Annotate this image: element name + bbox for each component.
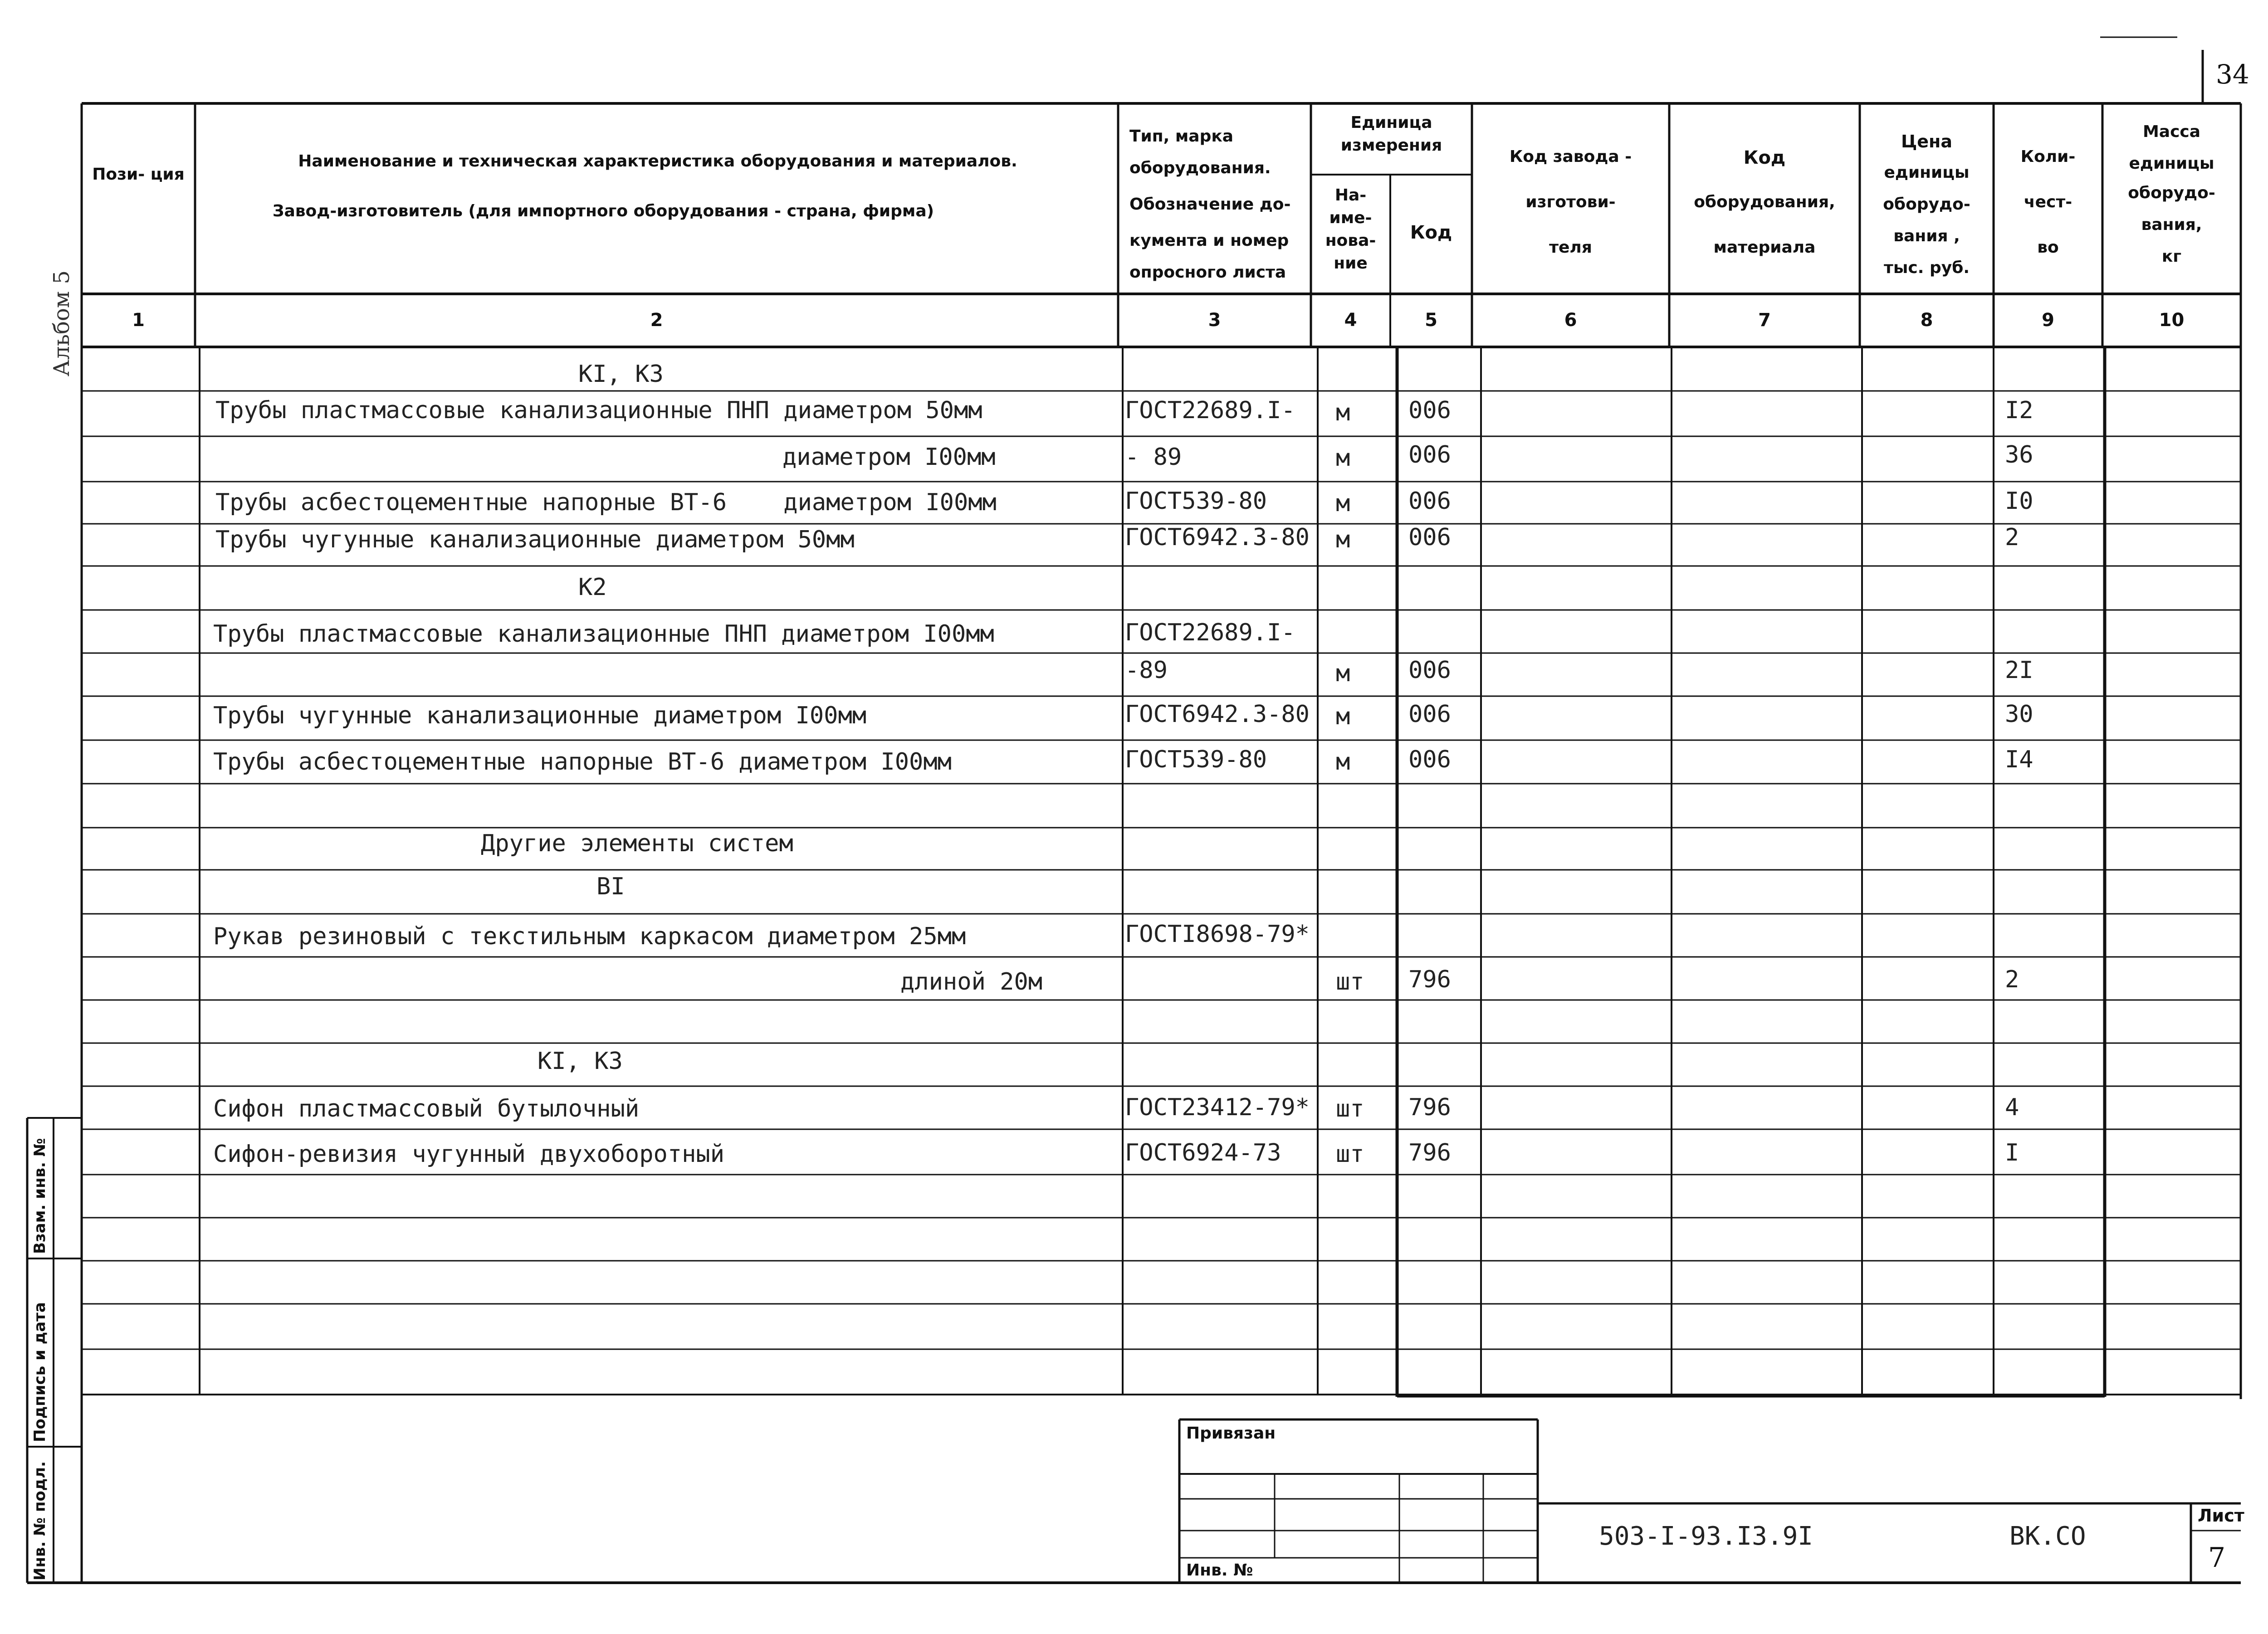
row-code: 006 <box>1408 657 1451 684</box>
header-type-l5: опросного листа <box>1129 263 1286 282</box>
colnum-5: 5 <box>1425 310 1437 331</box>
margin-podpis: Подпись и дата <box>31 1302 49 1442</box>
header-equipcode-l3: материала <box>1713 238 1816 257</box>
row-name: Трубы асбестоцементные напорные ВТ-6 диаметром I00мм <box>213 748 952 776</box>
stamp-inv-no: Инв. № <box>1186 1561 1253 1580</box>
row-qty: I0 <box>2005 488 2033 515</box>
header-factory-l1: Код завода - <box>1509 147 1632 166</box>
header-factory-l3: теля <box>1549 238 1592 257</box>
section-title: ВI <box>596 873 625 900</box>
document-code: 503-I-93.I3.9I <box>1599 1522 1813 1551</box>
stamp-bound: Привязан <box>1186 1424 1276 1443</box>
header-unit-l1: Единица <box>1350 113 1432 132</box>
header-mass-l4: вания, <box>2141 215 2202 234</box>
row-unit: шт <box>1336 1141 1364 1168</box>
sheet-label: Лист <box>2198 1506 2244 1526</box>
row-unit: м <box>1336 526 1350 553</box>
header-price-l4: вания , <box>1893 227 1960 245</box>
row-doc: ГОСТ539-80 <box>1125 746 1267 773</box>
row-qty: 30 <box>2005 701 2033 728</box>
row-qty: 2I <box>2005 657 2033 684</box>
row-qty: I <box>2005 1139 2019 1166</box>
row-code: 796 <box>1408 1094 1451 1121</box>
colnum-8: 8 <box>1920 310 1933 331</box>
row-qty: 2 <box>2005 524 2019 551</box>
row-name: Трубы чугунные канализационные диаметром I00мм <box>213 702 867 729</box>
header-name-line2: Завод-изготовитель (для импортного оборудования - страна, фирма) <box>272 202 934 220</box>
header-equipcode-l2: оборудования, <box>1694 193 1835 211</box>
header-unitname-l2: име- <box>1329 209 1372 227</box>
row-qty: I4 <box>2005 746 2033 773</box>
header-price-l5: тыс. руб. <box>1883 259 1970 277</box>
row-qty: I2 <box>2005 397 2033 424</box>
header-type-l1: Тип, марка <box>1129 127 1234 146</box>
header-name-line1: Наименование и техническая характеристика оборудования и материалов. <box>298 152 1017 171</box>
header-mass-l1: Масса <box>2142 122 2201 141</box>
row-doc: ГОСТ6942.3-80 <box>1125 701 1310 728</box>
colnum-6: 6 <box>1564 310 1577 331</box>
colnum-2: 2 <box>650 310 663 331</box>
header-mass-l2: единицы <box>2129 154 2214 173</box>
row-doc: -89 <box>1125 657 1168 684</box>
row-unit: м <box>1336 399 1350 426</box>
row-qty: 2 <box>2005 966 2019 993</box>
row-unit: м <box>1336 703 1350 730</box>
row-name: Трубы пластмассовые канализационные ПНП диаметром I00мм <box>213 620 994 648</box>
row-code: 006 <box>1408 441 1451 468</box>
row-doc: - 89 <box>1125 444 1182 471</box>
row-name: длиной 20м <box>900 968 1043 995</box>
row-doc: ГОСТI8698-79* <box>1125 921 1310 948</box>
colnum-3: 3 <box>1208 310 1221 331</box>
row-unit: шт <box>1336 968 1364 995</box>
row-code: 006 <box>1408 488 1451 515</box>
colnum-7: 7 <box>1758 310 1771 331</box>
section-title: КI, К3 <box>578 361 664 388</box>
header-unitname-l4: ние <box>1334 254 1368 273</box>
row-name: Сифон-ревизия чугунный двухоборотный <box>213 1141 725 1168</box>
album-label: Альбом 5 <box>49 270 74 376</box>
margin-inv-podl: Инв. № подл. <box>31 1461 49 1580</box>
header-type-l3: Обозначение до- <box>1129 195 1291 214</box>
header-factory-l2: изготови- <box>1525 193 1616 211</box>
section-title: Другие элементы систем <box>481 830 793 857</box>
sheet-number: 7 <box>2208 1542 2226 1574</box>
header-unit-l2: измерения <box>1340 136 1442 155</box>
row-name: Сифон пластмассовый бутылочный <box>213 1095 640 1122</box>
row-name: Трубы чугунные канализационные диаметром 50мм <box>215 526 855 553</box>
row-unit: м <box>1336 660 1350 687</box>
row-code: 006 <box>1408 746 1451 773</box>
header-unitname-l3: нова- <box>1325 231 1376 250</box>
colnum-4: 4 <box>1344 310 1357 331</box>
header-unitcode: Код <box>1410 222 1452 243</box>
header-unitname-l1: На- <box>1334 186 1367 205</box>
row-unit: м <box>1336 444 1350 472</box>
row-doc: ГОСТ23412-79* <box>1125 1094 1310 1121</box>
section-title: КI, К3 <box>538 1048 623 1075</box>
header-qty-l1: Коли- <box>2020 147 2076 166</box>
row-name: Рукав резиновый с текстильным каркасом диаметром 25мм <box>213 923 966 950</box>
colnum-1: 1 <box>132 310 145 331</box>
row-name: Трубы асбестоцементные напорные ВТ-6 диаметром I00мм <box>215 489 997 516</box>
row-qty: 36 <box>2005 441 2033 468</box>
row-doc: ГОСТ539-80 <box>1125 488 1267 515</box>
page-number: 34 <box>2216 59 2249 90</box>
header-mass-l5: кг <box>2161 247 2182 266</box>
header-type-l4: кумента и номер <box>1129 231 1289 250</box>
row-name: Трубы пластмассовые канализационные ПНП диаметром 50мм <box>215 397 982 424</box>
row-code: 006 <box>1408 524 1451 551</box>
document-mark: ВК.СО <box>2009 1522 2086 1551</box>
header-qty-l3: во <box>2037 238 2059 257</box>
header-price-l3: оборудо- <box>1883 195 1970 214</box>
row-code: 796 <box>1408 966 1451 993</box>
colnum-9: 9 <box>2042 310 2054 331</box>
row-doc: ГОСТ6924-73 <box>1125 1139 1281 1166</box>
row-doc: ГОСТ22689.I- <box>1125 619 1295 646</box>
header-price-l2: единицы <box>1884 163 1970 182</box>
header-price-l1: Цена <box>1901 132 1952 151</box>
row-doc: ГОСТ6942.3-80 <box>1125 524 1310 551</box>
row-qty: 4 <box>2005 1094 2019 1121</box>
row-code: 796 <box>1408 1139 1451 1166</box>
row-code: 006 <box>1408 701 1451 728</box>
row-unit: м <box>1336 748 1350 776</box>
header-type-l2: оборудования. <box>1129 159 1271 177</box>
margin-vzam: Взам. инв. № <box>31 1138 49 1254</box>
header-mass-l3: оборудо- <box>2128 184 2215 202</box>
colnum-10: 10 <box>2159 310 2185 331</box>
row-name: диаметром I00мм <box>782 444 996 471</box>
row-code: 006 <box>1408 397 1451 424</box>
section-title: К2 <box>578 574 607 601</box>
row-unit: м <box>1336 490 1350 517</box>
row-unit: шт <box>1336 1095 1364 1122</box>
header-qty-l2: чест- <box>2024 193 2072 211</box>
header-equipcode-l1: Код <box>1743 147 1786 168</box>
header-position: Пози- ция <box>92 165 185 184</box>
row-doc: ГОСТ22689.I- <box>1125 397 1295 424</box>
